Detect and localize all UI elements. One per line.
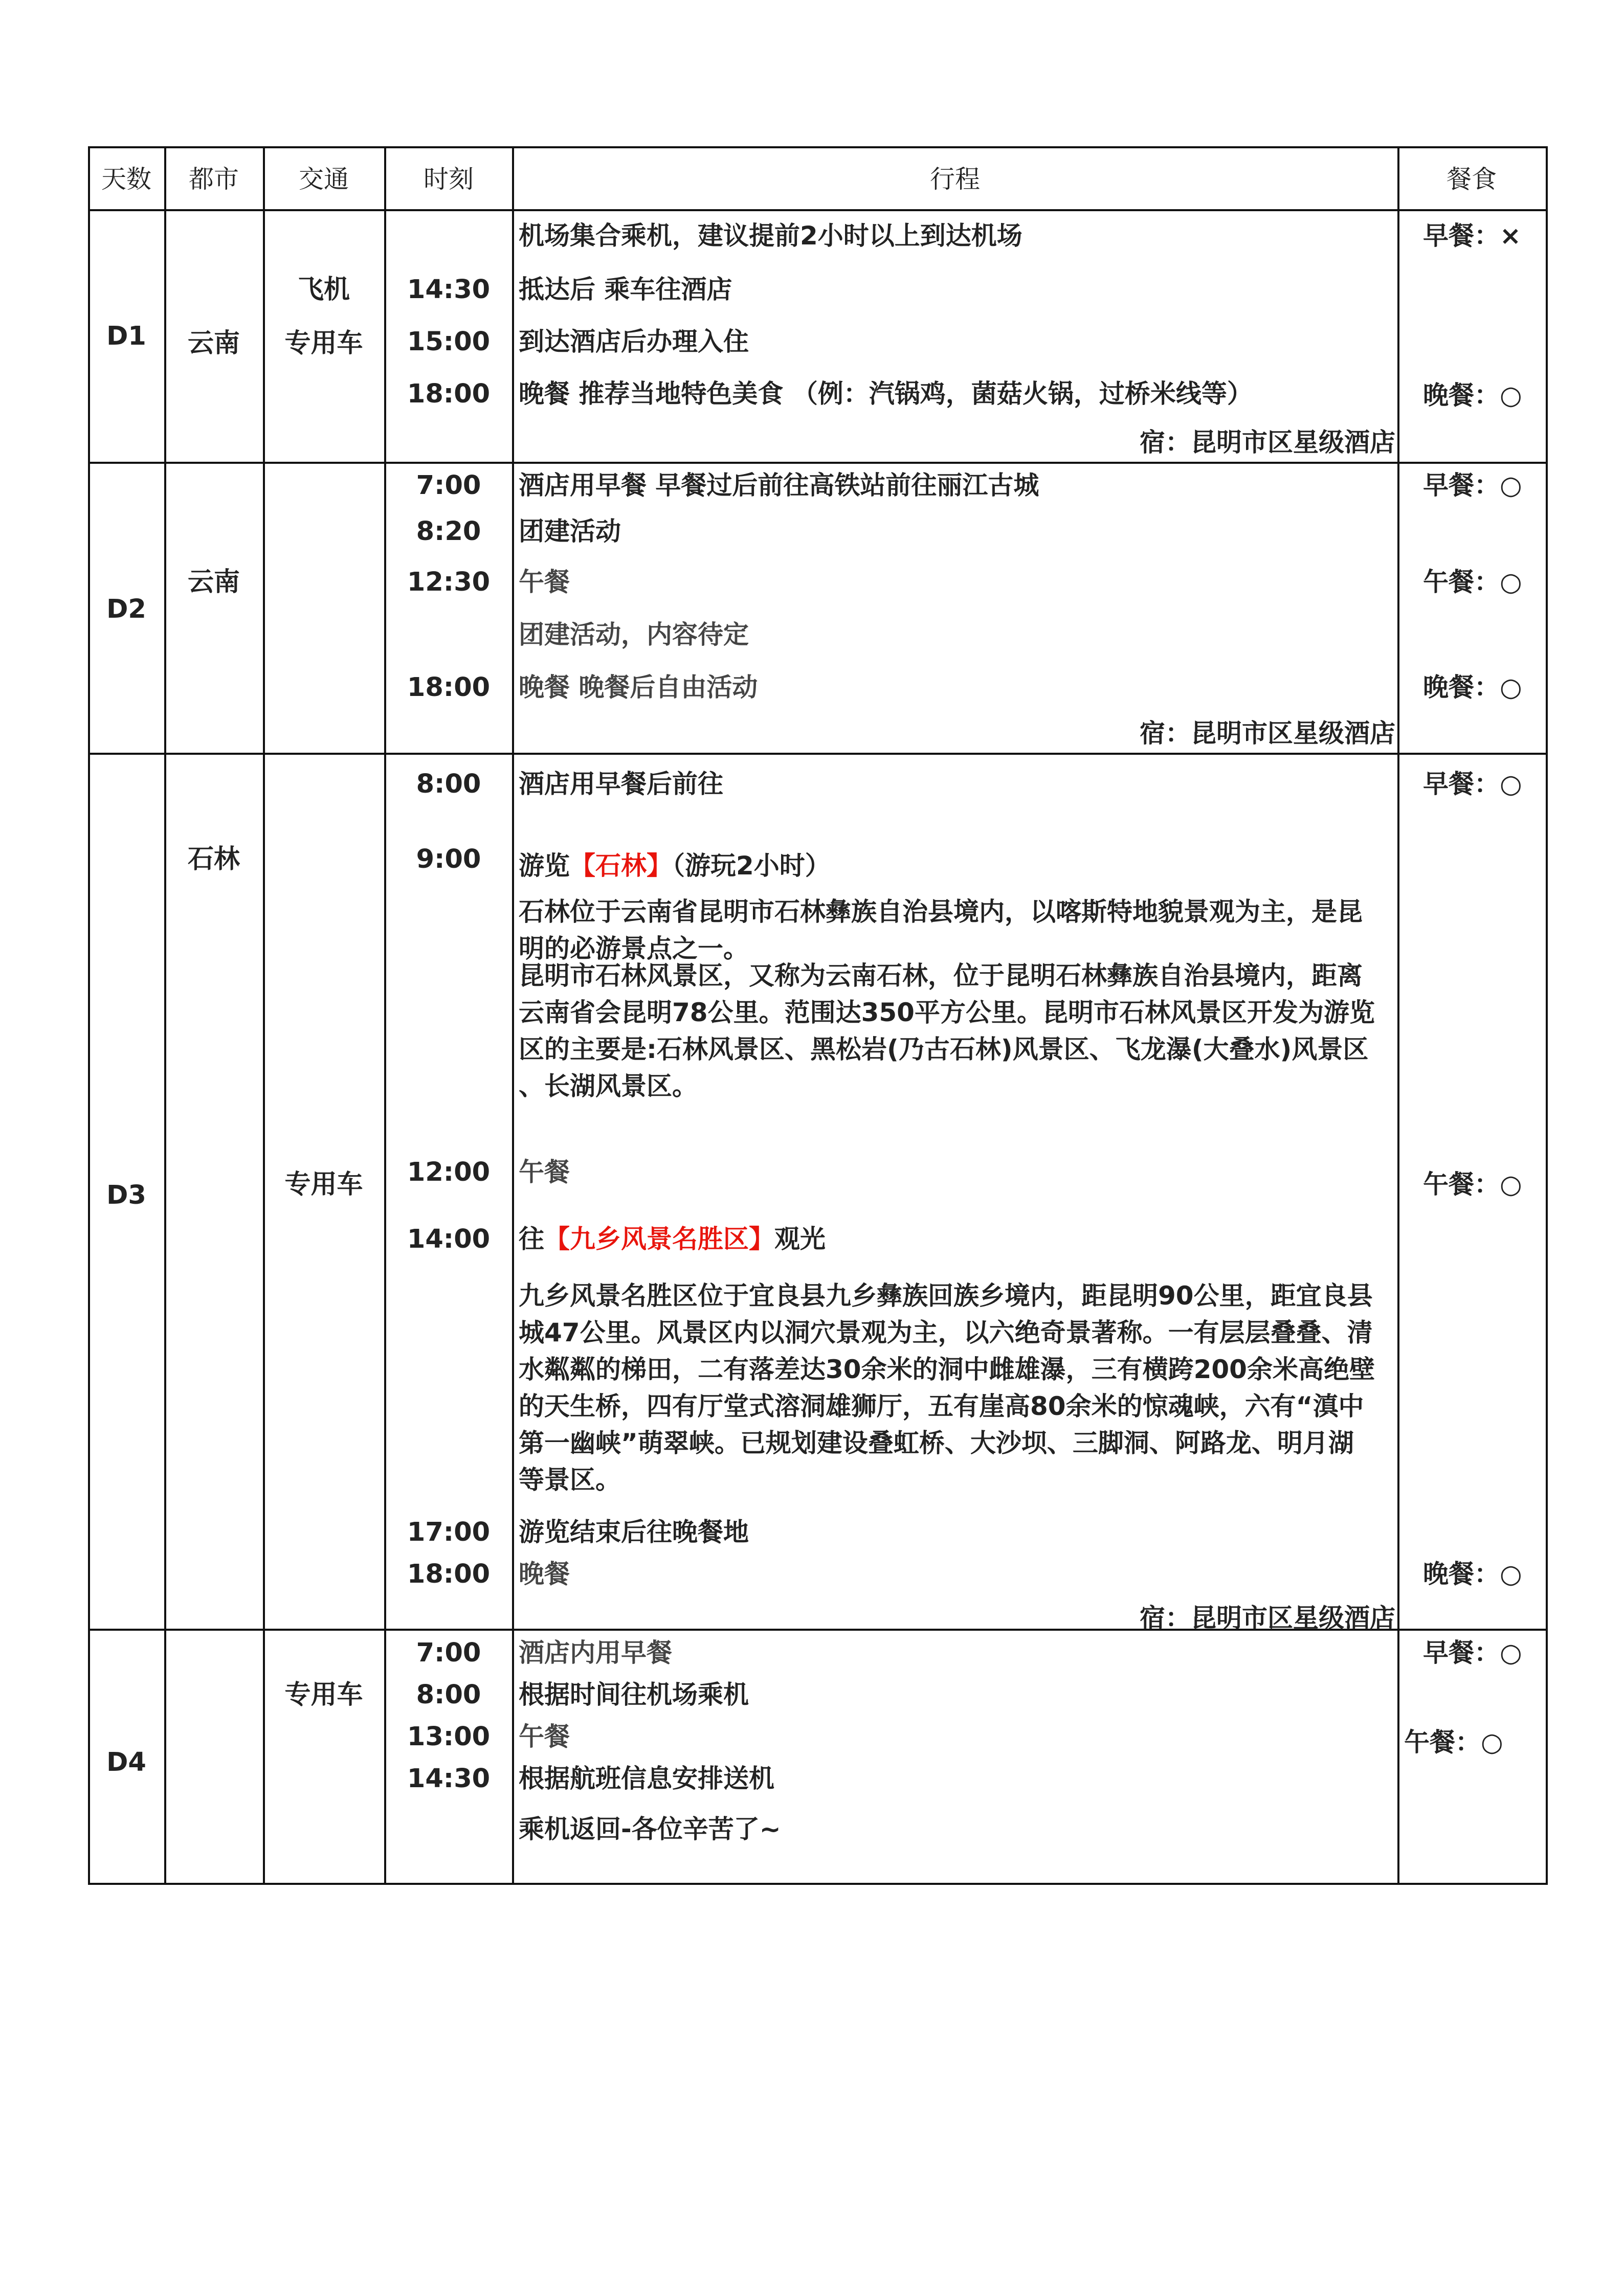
attraction-description: 九乡风景名胜区位于宜良县九乡彝族回族乡境内，距昆明90公里，距宜良县 城47公里。风景区内以洞穴景观为主，以六绝奇景著称。一有层层叠叠、清 水粼粼的梯田，二有落差达30余米的洞中雌雄瀑，三有横跨200余米高绝壁 的天生桥，四有厅堂式溶洞雄狮厅，五有崖高80余米的惊魂峡，六有“滇中 第一幽峡”萌翠峡。已规划建设叠虹桥、大沙坝、三脚洞、阿路龙、明月湖 等景区。 [519, 1281, 1375, 1495]
time-label: 15:00 [407, 327, 491, 357]
itinerary-line: 根据时间往机场乘机 [519, 1680, 749, 1709]
tour-suffix: 观光 [774, 1224, 826, 1254]
hotel-stay: 宿：昆明市区星级酒店 [1140, 718, 1395, 748]
tour-suffix: （游玩2小时） [672, 851, 831, 881]
itinerary-line: 晚餐 晚餐后自由活动 [519, 672, 758, 702]
time-label: 18:00 [407, 672, 491, 703]
city-label: 云南 [187, 328, 240, 358]
time-label: 12:30 [407, 567, 491, 597]
day-label: D4 [106, 1747, 146, 1777]
meal-label: 晚餐：○ [1423, 672, 1522, 702]
itinerary-line: 午餐 [519, 1722, 570, 1751]
day-label: D3 [106, 1180, 146, 1210]
itinerary-line: 团建活动，内容待定 [519, 620, 749, 649]
itinerary-line: 午餐 [519, 1157, 570, 1187]
attraction-name: 【九乡风景名胜区】 [544, 1224, 774, 1254]
itinerary-line: 团建活动 [519, 516, 621, 546]
time-label: 14:00 [407, 1224, 491, 1254]
itinerary-line: 乘机返回-各位辛苦了~ [519, 1814, 781, 1844]
itinerary-line: 午餐 [519, 567, 570, 597]
meal-label: 晚餐：○ [1423, 380, 1522, 410]
day-label: D1 [106, 321, 146, 351]
hotel-stay: 宿：昆明市区星级酒店 [1140, 427, 1395, 457]
header-day: 天数 [101, 165, 152, 194]
time-label: 18:00 [407, 1559, 491, 1589]
header-time: 时刻 [423, 165, 474, 194]
itinerary-line: 抵达后 乘车往酒店 [519, 275, 732, 304]
transport-label: 专用车 [284, 1680, 363, 1710]
itinerary-line: 游览结束后往晚餐地 [519, 1517, 749, 1547]
transport-label: 飞机 [297, 275, 350, 305]
attraction-description: 石林位于云南省昆明市石林彝族自治县境内，以喀斯特地貌景观为主，是昆 明的必游景点之一。 [519, 897, 1363, 963]
time-label: 14:30 [407, 275, 491, 305]
tour-prefix: 游览 [519, 851, 570, 881]
time-label: 13:00 [407, 1722, 491, 1752]
tour-prefix: 往 [519, 1224, 544, 1254]
itinerary-line: 根据航班信息安排送机 [519, 1764, 774, 1793]
time-label: 17:00 [407, 1517, 491, 1547]
header-meals: 餐食 [1446, 165, 1497, 194]
itinerary-line: 到达酒店后办理入住 [519, 327, 749, 356]
transport-label: 专用车 [284, 1169, 363, 1200]
time-label: 8:00 [416, 1680, 481, 1710]
header-transport: 交通 [298, 165, 349, 194]
hotel-stay: 宿：昆明市区星级酒店 [1140, 1603, 1395, 1633]
meal-label: 午餐：○ [1423, 567, 1522, 597]
time-label: 12:00 [407, 1157, 491, 1187]
itinerary-line: 晚餐 推荐当地特色美食 （例：汽锅鸡，菌菇火锅，过桥米线等） [519, 379, 1253, 409]
day-label: D2 [106, 594, 146, 624]
attraction-name: 【石林】 [570, 851, 672, 881]
transport-label: 专用车 [284, 328, 363, 358]
time-label: 7:00 [416, 1638, 481, 1668]
tour-line-stone-forest [519, 853, 831, 879]
meal-label: 早餐：○ [1423, 769, 1522, 799]
itinerary-line: 酒店用早餐 早餐过后前往高铁站前往丽江古城 [519, 470, 1039, 500]
tour-line-jiuxiang [519, 1226, 826, 1252]
city-label: 云南 [187, 567, 240, 597]
itinerary-line: 机场集合乘机，建议提前2小时以上到达机场 [519, 221, 1022, 251]
time-label: 7:00 [416, 470, 481, 501]
meal-label: 早餐：○ [1423, 1638, 1522, 1668]
itinerary-line: 酒店内用早餐 [519, 1638, 672, 1668]
header-itinerary: 行程 [929, 165, 981, 194]
time-label: 18:00 [407, 379, 491, 409]
attraction-description: 昆明市石林风景区，又称为云南石林，位于昆明石林彝族自治县境内，距离 云南省会昆明78公里。范围达350平方公里。昆明市石林风景区开发为游览 区的主要是:石林风景区、黑松岩(乃古石林)风景区、飞龙瀑(大叠水)风景区 、长湖风景区。 [519, 961, 1375, 1101]
time-label: 9:00 [416, 844, 481, 874]
time-label: 8:00 [416, 769, 481, 799]
header-city: 都市 [188, 165, 239, 194]
city-label: 石林 [187, 844, 240, 874]
meal-label: 早餐：× [1423, 221, 1521, 251]
meal-label: 午餐：○ [1404, 1727, 1503, 1757]
meal-label: 晚餐：○ [1423, 1559, 1522, 1589]
itinerary-line: 晚餐 [519, 1559, 570, 1589]
meal-label: 午餐：○ [1423, 1169, 1522, 1199]
time-label: 14:30 [407, 1764, 491, 1794]
itinerary-line: 酒店用早餐后前往 [519, 769, 723, 799]
time-label: 8:20 [416, 516, 481, 547]
meal-label: 早餐：○ [1423, 470, 1522, 500]
